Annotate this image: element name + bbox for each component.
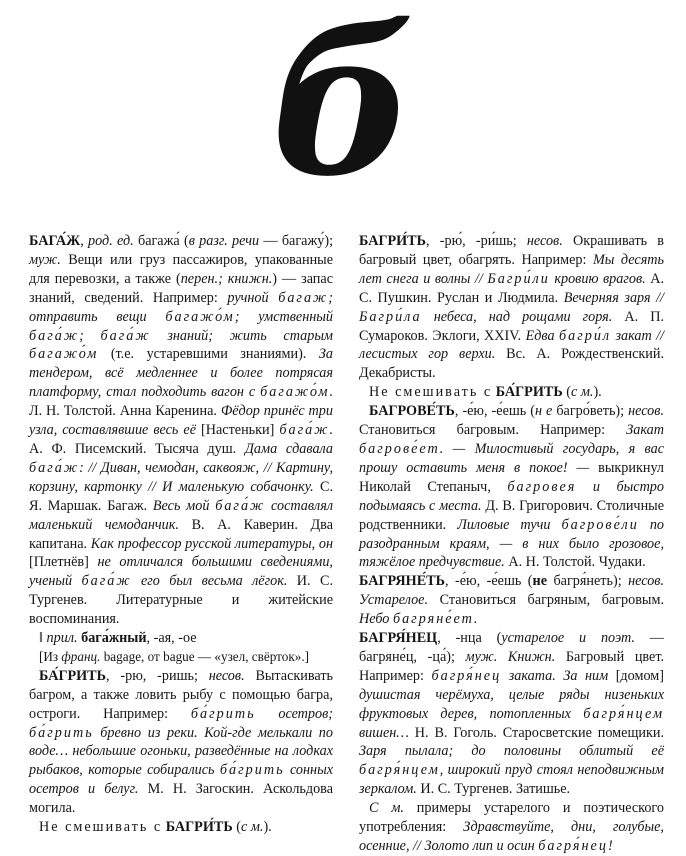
left-column (29, 232, 333, 837)
entry-bagrovet: БАГРОВЕ́ТЬ, -е́ю, -е́ешь (н е багро́веть); несов. Становиться багровым. Например: Закат багрове́ет. — Милостивый государь, я вас прошу оставить меня в покое! — выкрикнул Николай Степаныч, багровея и быстро подымаясь с места. Д. В. Григорович. Столичные родственники. Лиловые тучи багрове́ли по разодранным краям, — в них было грозовое, тяжёлое предчувствие. А. Н. Толстой. Чудаки. (359, 403, 665, 571)
entry-bagryanets-usage-note: С м. примеры устарелого и поэтического употребления: Здравствуйте, дни, голубые, осенние, // Золото лип и осин багря́нец! (359, 800, 664, 854)
right-column (359, 232, 664, 856)
entry-bagrit-hook: БА́ГРИТЬ, -рю, -ришь; несов. Вытаскивать багром, а также ловить рыбу с помощью багра, остроги. Например: ба́грить осетров; ба́грить бревно из реки. Кой-где мелькали по воде… небольшие огоньки, разведённые на лодках рыбаков, которые собирались ба́грить сонных осетров и белуг. М. Н. Загоскин. Аскольдова могила. (29, 667, 333, 817)
entry-bagryanets: БАГРЯ́НЕЦ, -нца (устарелое и поэт. — багряне́ц, -ца́); муж. Книжн. Багровый цвет. Например: багря́нец заката. За ним [домом] душистая черёмуха, целые ряды низеньких фруктовых дерев, потопленных багря́нцем вишен… Н. В. Гоголь. Старосветские помещики. Заря пылала; до половины облитый её багря́нцем, широкий пруд стоял неподвижным зеркалом. И. С. Тургенев. Затишье. (359, 630, 664, 798)
entry-bagrit-dye: БАГРИ́ТЬ, -рю́, -ри́шь; несов. Окрашивать в багровый цвет, обагрять. Например: Мы десять лет снега и волны // Багри́ли кровию врагов. А. С. Пушкин. Руслан и Людмила. Вечерняя заря // Багри́ла небеса, над рощами горя. А. П. Сумароков. Эклоги, XXIV. Едва багри́л закат // лесистых гор верхи. Вс. А. Рождественский. Декабристы. (359, 233, 665, 382)
entry-bagazhny-adjective: ‖ прил. бага́жный, -ая, -ое (39, 630, 197, 647)
entry-bagryanet: БАГРЯНЕ́ТЬ, -е́ю, -е́ешь (не багря́неть); несов. Устарелое. Становиться багряным, багровым. Небо багряне́ет. (359, 573, 665, 628)
entry-bagazh: БАГА́Ж, род. ед. багажа́ (в разг. речи — багажу́); муж. Вещи или груз пассажиров, упакованные для перевозки, а также (перен.; книжн.) — запас знаний, сведений. Например: ручной багаж; отправить вещи багажо́м; умственный бага́ж; бага́ж знаний; жить старым багажо́м (т.е. устаревшими знаниями). За тендером, всё медленнее и более потрясая платформу, стал подходить вагон с багажо́м. Л. Н. Толстой. Анна Каренина. Фёдор принёс три узла, составлявшие весь её [Настеньки] бага́ж. А. Ф. Писемский. Тысяча душ. Дама сдавала бага́ж: // Диван, чемодан, саквояж, // Картину, корзину, картонку // И маленькую собачонку. С. Я. Маршак. Багаж. Весь мой бага́ж составлял маленький чемоданчик. В. А. Каверин. Два капитана. Как профессор русской литературы, он [Плетнёв] не отличался большими сведениями, ученый бага́ж его был весьма лёгок. И. С. Тургенев. Литературные и житейские воспоминания. (29, 233, 334, 628)
cross-reference-note: Не смешивать с БАГРИ́ТЬ (с м.). (39, 819, 272, 836)
entry-bagazh-etymology: [Из франц. bagage, от bague — «узел, свёрток».] (39, 648, 310, 664)
cross-reference-note: Не смешивать с БА́ГРИТЬ (с м.). (369, 384, 602, 401)
section-letter: б (270, 0, 416, 221)
